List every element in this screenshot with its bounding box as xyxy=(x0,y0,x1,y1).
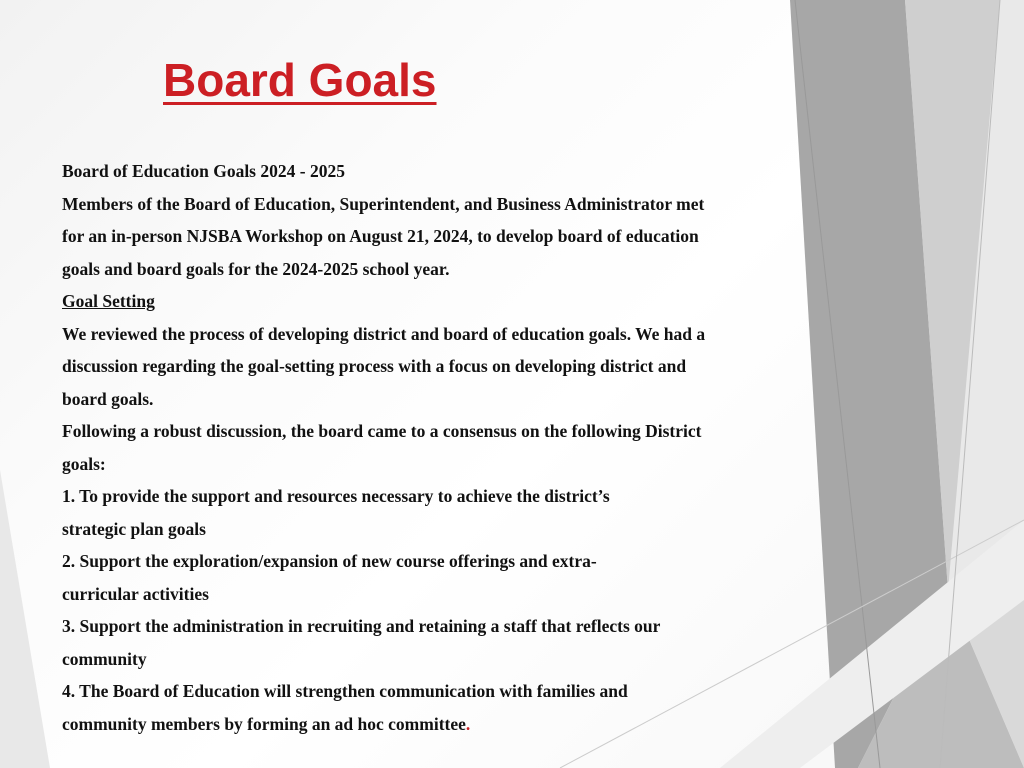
goal-item-2-cont: curricular activities xyxy=(62,583,209,604)
body-line: for an in-person NJSBA Workshop on August 21, 2024, to develop board of education xyxy=(62,226,699,246)
body-line: board goals. xyxy=(62,388,154,409)
goal-item-1: 1. To provide the support and resources necessary to achieve the district’s xyxy=(62,486,610,506)
goal-item-1-cont: strategic plan goals xyxy=(62,518,206,539)
body-line: goals: xyxy=(62,453,106,474)
goal-item-3-cont: community xyxy=(62,648,147,669)
final-period: . xyxy=(465,713,471,734)
body-line: goals and board goals for the 2024-2025 school year. xyxy=(62,258,450,279)
slide-body xyxy=(62,155,807,740)
body-line: discussion regarding the goal-setting process with a focus on developing district and xyxy=(62,356,687,376)
goal-item-3: 3. Support the administration in recruiting and retaining a staff that reflects our xyxy=(62,616,661,636)
body-line: Following a robust discussion, the board came to a consensus on the following District xyxy=(62,421,702,441)
body-line: We reviewed the process of developing district and board of education goals. We had a xyxy=(62,323,706,344)
goal-setting-heading: Goal Setting xyxy=(62,291,155,311)
left-light-facet xyxy=(0,470,50,768)
goal-item-4-cont-text: community members by forming an ad hoc committee xyxy=(62,713,466,734)
slide-title: Board Goals xyxy=(163,54,437,106)
body-line-heading: Board of Education Goals 2024 - 2025 xyxy=(62,161,345,181)
goal-item-4: 4. The Board of Education will strengthen communication with families and xyxy=(62,681,628,701)
body-line: Members of the Board of Education, Superintendent, and Business Administrator met xyxy=(62,193,705,214)
goal-item-2: 2. Support the exploration/expansion of new course offerings and extra- xyxy=(62,551,597,571)
goal-item-4-cont xyxy=(62,708,807,741)
